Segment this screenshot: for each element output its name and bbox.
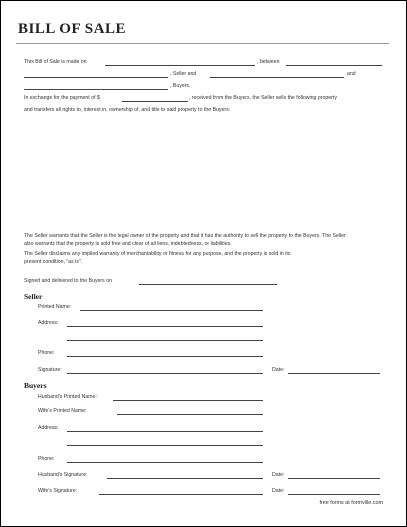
seller-phone-label: Phone: <box>38 350 55 356</box>
seller-phone-field[interactable] <box>67 356 263 357</box>
sale-date-field[interactable] <box>105 65 255 66</box>
footer-credit: free forms at formville.com <box>319 500 383 506</box>
buyers-phone-field[interactable] <box>67 462 263 463</box>
warranty-line-1: The Seller warrants that the Seller is the legal owner of the property and that it has the authority to sell the property to the Buyers. The Seller <box>24 233 346 239</box>
husband-printed-name-field[interactable] <box>113 400 263 401</box>
between-label: , between <box>257 59 280 65</box>
transfer-text: and transfers all rights to, interest in, ownership of, and title to said property to the Buyers: <box>24 107 231 113</box>
wife-date-field[interactable] <box>288 494 380 495</box>
husband-date-label: Date: <box>272 472 285 478</box>
buyers-phone-label: Phone: <box>38 456 55 462</box>
seller-date-field[interactable] <box>288 373 380 374</box>
made-on-label: This Bill of Sale is made on <box>24 59 87 65</box>
buyer-name-field-1[interactable] <box>210 77 344 78</box>
seller-printed-name-label: Printed Name: <box>38 304 72 310</box>
buyers-address-field-2[interactable] <box>67 445 263 446</box>
seller-address-field-2[interactable] <box>67 340 263 341</box>
delivery-date-field[interactable] <box>139 284 277 285</box>
seller-address-label: Address: <box>38 320 59 326</box>
husband-signature-label: Husband's Signature: <box>38 472 88 478</box>
husband-date-field[interactable] <box>288 478 380 479</box>
signed-delivered-label: Signed and delivered to the Buyers on <box>24 278 112 284</box>
wife-signature-label: Wife's Signature: <box>38 488 78 494</box>
warranty-line-4: present condition, "as is". <box>24 259 83 266</box>
seller-heading: Seller <box>24 292 43 301</box>
buyer-name-field-2[interactable] <box>24 89 168 90</box>
buyers-heading: Buyers <box>24 381 47 390</box>
seller-signature-label: Signature: <box>38 367 62 373</box>
seller-name-field-1[interactable] <box>286 65 382 66</box>
buyers-address-field-1[interactable] <box>67 431 263 432</box>
wife-printed-name-field[interactable] <box>117 414 263 415</box>
seller-signature-field[interactable] <box>67 373 263 374</box>
payment-label: In exchange for the payment of $ <box>24 95 100 101</box>
seller-printed-name-field[interactable] <box>80 310 263 311</box>
warranty-line-3: The Seller disclaims any implied warranty of merchantability or fitness for any purpose, and the property is sold in its <box>24 251 291 258</box>
seller-name-field-2[interactable] <box>24 77 168 78</box>
title-divider <box>16 43 389 44</box>
buyers-label: , Buyers. <box>170 83 191 89</box>
wife-signature-field[interactable] <box>99 494 263 495</box>
and-label: and <box>347 71 356 77</box>
husband-printed-name-label: Husband's Printed Name: <box>38 394 97 400</box>
husband-signature-field[interactable] <box>107 478 263 479</box>
warranty-text <box>24 233 346 269</box>
wife-printed-name-label: Wife's Printed Name: <box>38 408 87 414</box>
buyers-address-label: Address: <box>38 425 59 431</box>
warranty-line-2: also warrants that the property is sold free and clear of all liens, indebtedness, or liabilities. <box>24 241 232 248</box>
seller-date-label: Date: <box>272 367 285 373</box>
payment-suffix: , received from the Buyers, the Seller sells the following property <box>189 95 337 101</box>
seller-and-label: , Seller and <box>170 71 197 77</box>
seller-address-field-1[interactable] <box>67 326 263 327</box>
payment-amount-field[interactable] <box>122 101 188 102</box>
wife-date-label: Date: <box>272 488 285 494</box>
document-title: BILL OF SALE <box>18 21 126 37</box>
